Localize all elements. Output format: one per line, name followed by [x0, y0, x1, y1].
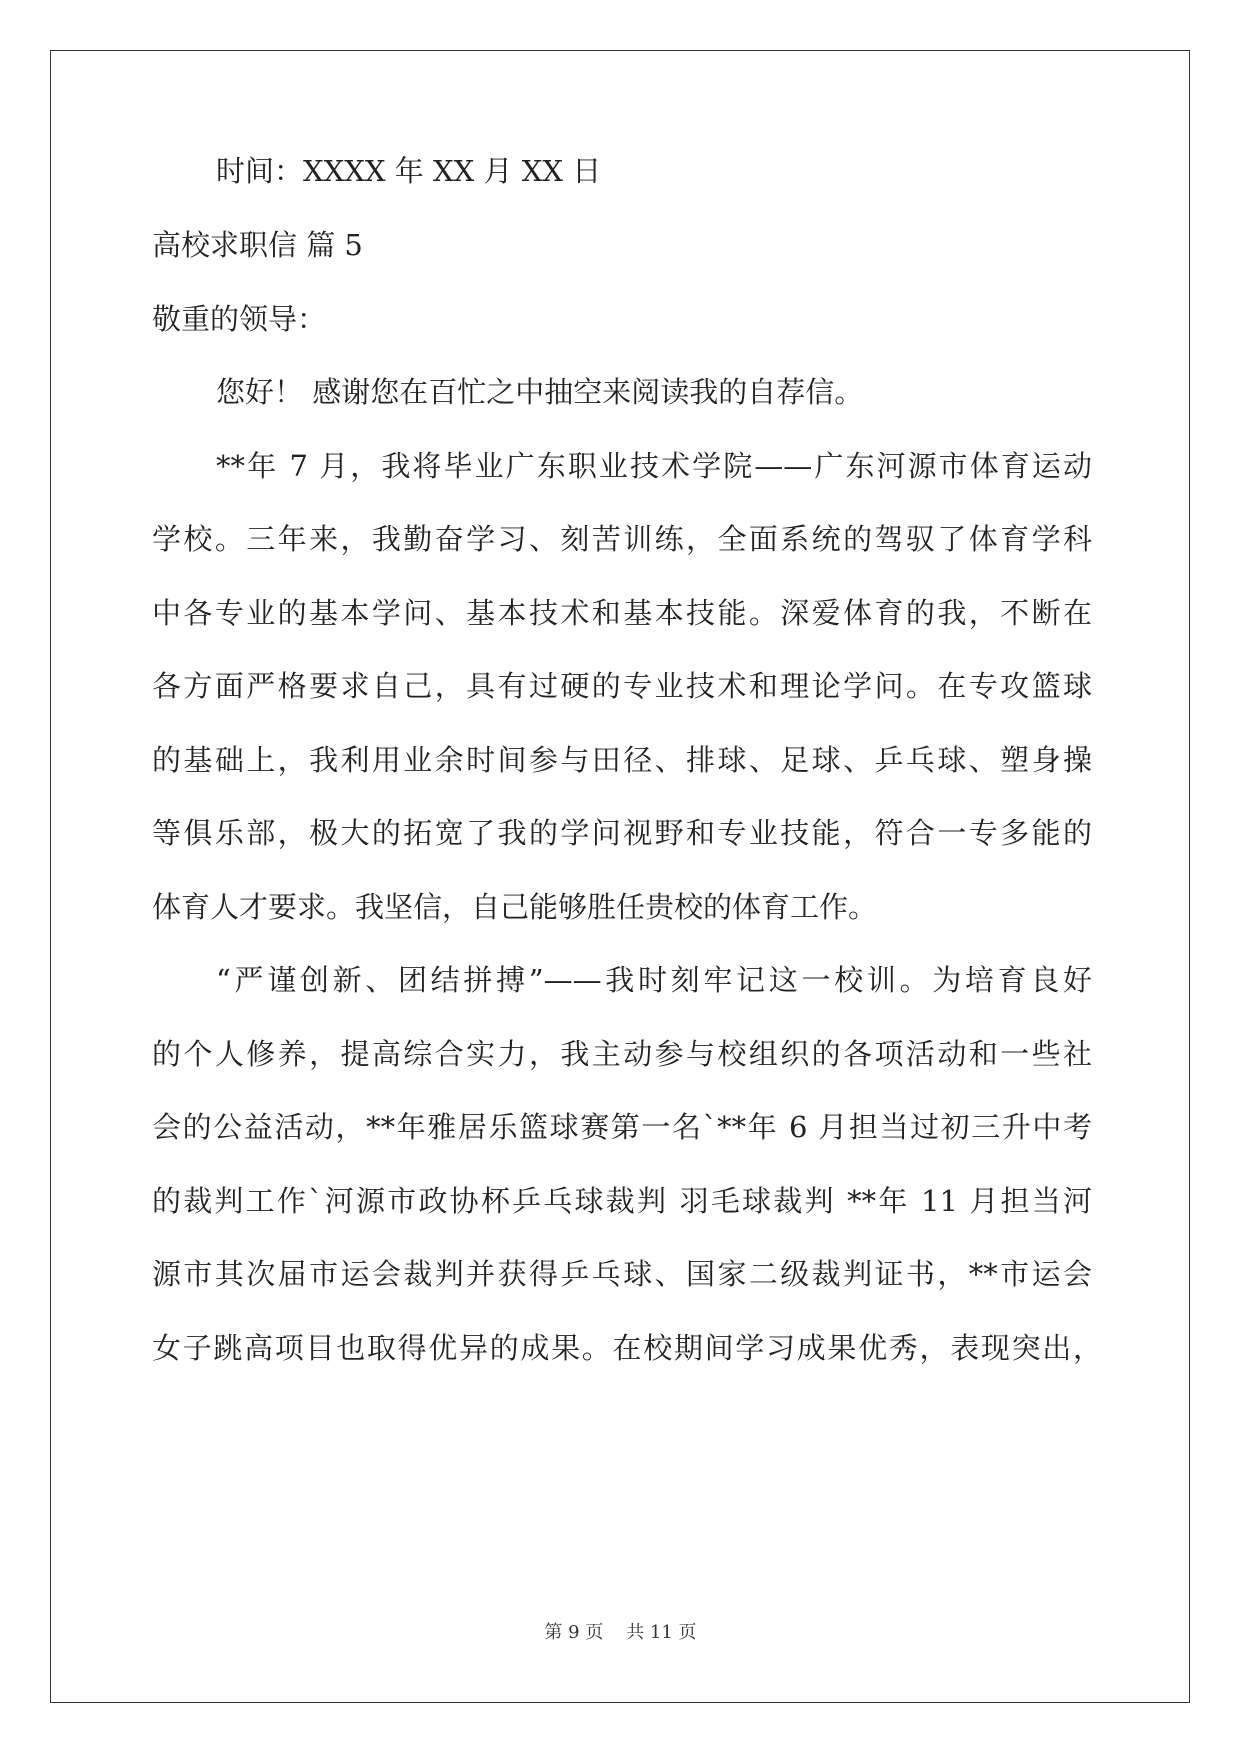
paragraph1-line: 各方面严格要求自己，具有过硬的专业技术和理论学问。在专攻篮球	[152, 669, 1092, 703]
date-line: 时间：XXXX 年 XX 月 XX 日	[216, 154, 602, 188]
paragraph1-line: 的基础上，我利用业余时间参与田径、排球、足球、乒乓球、塑身操	[152, 743, 1092, 777]
page-frame	[50, 50, 1190, 1703]
page-number-label: 第 9 页 共 11 页	[544, 1622, 697, 1643]
salutation: 敬重的领导：	[152, 302, 327, 336]
paragraph2-line: 女子跳高项目也取得优异的成果。在校期间学习成果优秀，表现突出，	[152, 1331, 1102, 1365]
paragraph2-line: 会的公益活动，**年雅居乐篮球赛第一名`**年 6 月担当过初三升中考	[152, 1110, 1092, 1144]
page-footer	[0, 1622, 1241, 1644]
paragraph1-line: 学校。三年来，我勤奋学习、刻苦训练，全面系统的驾驭了体育学科	[152, 522, 1092, 556]
paragraph2-line: 的裁判工作`河源市政协杯乒乓球裁判 羽毛球裁判 **年 11 月担当河	[152, 1184, 1092, 1218]
paragraph2-line: 源市其次届市运会裁判并获得乒乓球、国家二级裁判证书，**市运会	[152, 1257, 1092, 1291]
section-title: 高校求职信 篇 5	[152, 228, 363, 262]
greeting: 您好！ 感谢您在百忙之中抽空来阅读我的自荐信。	[216, 375, 864, 409]
paragraph1-line: 体育人才要求。我坚信，自己能够胜任贵校的体育工作。	[152, 890, 878, 924]
paragraph2-line: 的个人修养，提高综合实力，我主动参与校组织的各项活动和一些社	[152, 1037, 1092, 1071]
paragraph1-line: 中各专业的基本学问、基本技术和基本技能。深爱体育的我，不断在	[152, 596, 1092, 630]
paragraph1-line: 等俱乐部，极大的拓宽了我的学问视野和专业技能，符合一专多能的	[152, 816, 1092, 850]
paragraph1-line: **年 7 月，我将毕业广东职业技术学院——广东河源市体育运动	[216, 449, 1092, 483]
paragraph2-line: “严谨创新、团结拼搏”——我时刻牢记这一校训。为培育良好	[216, 963, 1092, 997]
